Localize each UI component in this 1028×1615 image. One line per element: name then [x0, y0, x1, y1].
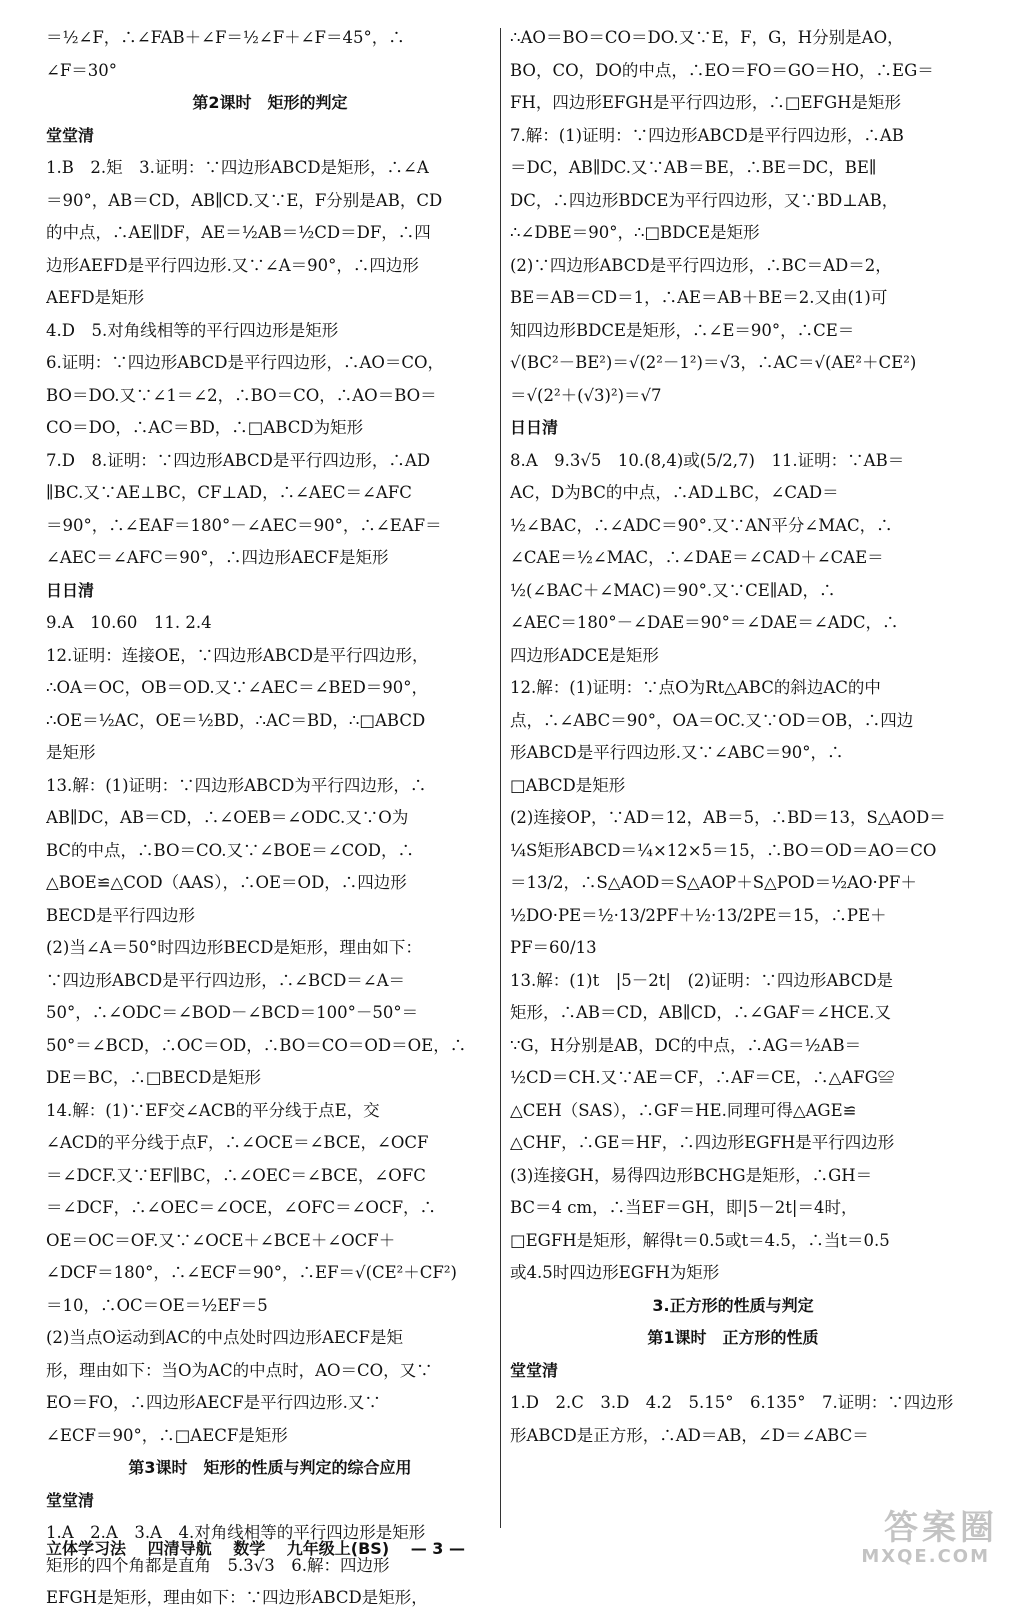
answer-line: □ABCD是矩形: [510, 775, 626, 795]
answer-line: (2)当∠A＝50°时四边形BECD是矩形，理由如下：: [46, 938, 422, 957]
answer-line: CO＝DO，∴AC＝BD，∴□ABCD为矩形: [46, 418, 364, 437]
answer-line: 13.解：(1)证明：∵四边形ABCD为平行四边形，∴: [46, 775, 427, 795]
answer-line: 矩形的四个角都是直角 5.3√3 6.解：四边形: [46, 1555, 390, 1575]
answer-line: ＝½∠F，∴∠FAB＋∠F＝½∠F＋∠F＝45°，∴: [46, 28, 405, 47]
answer-line: 的中点，∴AE∥DF，AE＝½AB＝½CD＝DF，∴四: [46, 223, 431, 242]
page-number: — 3 —: [410, 1539, 465, 1558]
answer-line: ∵四边形ABCD是平行四边形，∴∠BCD＝∠A＝: [46, 970, 406, 990]
footer-subject: 数学: [233, 1539, 266, 1558]
answer-line: (2)∵四边形ABCD是平行四边形，∴BC＝AD＝2，: [510, 255, 892, 275]
answer-line: AEFD是矩形: [46, 288, 145, 307]
answer-line: EO＝FO，∴四边形AECF是平行四边形.又∵: [46, 1393, 381, 1412]
answer-line: EFGH是矩形，理由如下：∵四边形ABCD是矩形，: [46, 1588, 428, 1607]
answer-line: 14.解：(1)∵EF交∠ACB的平分线于点E，交: [46, 1100, 380, 1120]
answer-line: OE＝OC＝OF.又∵∠OCE＋∠BCE＋∠OCF＋: [46, 1230, 396, 1250]
answer-line: ＝∠DCF，∴∠OEC＝∠OCE，∠OFC＝∠OCF，∴: [46, 1198, 437, 1217]
answer-line: ∠AEC＝180°－∠DAE＝90°＝∠DAE＝∠ADC，∴: [510, 613, 899, 632]
answer-line: 6.证明：∵四边形ABCD是平行四边形，∴AO＝CO，: [46, 353, 445, 372]
left-column: [46, 22, 494, 1615]
answer-line: ∠CAE＝½∠MAC，∴∠DAE＝∠CAD＋∠CAE＝: [510, 548, 884, 567]
section-label: 堂堂清: [46, 125, 95, 145]
section-label: 日日清: [510, 418, 559, 437]
answer-line: ＝13/2，∴S△AOD＝S△AOP＋S△POD＝½AO·PF＋: [510, 873, 917, 892]
section-label: 日日清: [46, 580, 95, 600]
footer-series: 四清导航: [147, 1539, 212, 1558]
answer-line: △BOE≌△COD（AAS），∴OE＝OD，∴四边形: [46, 873, 407, 892]
answer-line: ½∠BAC，∴∠ADC＝90°.又∵AN平分∠MAC，∴: [510, 515, 893, 535]
column-divider: [500, 28, 501, 1528]
answer-line: ＝DC，AB∥DC.又∵AB＝BE，∴BE＝DC，BE∥: [510, 158, 877, 177]
answer-line: 或4.5时四边形EGFH为矩形: [510, 1263, 720, 1282]
answer-line: 形，理由如下：当O为AC的中点时，AO＝CO，又∵: [46, 1360, 433, 1380]
answer-line: ∴OA＝OC，OB＝OD.又∵∠AEC＝∠BED＝90°，: [46, 678, 429, 697]
answer-line: ∠ECF＝90°，∴□AECF是矩形: [46, 1425, 288, 1445]
answer-line: PF＝60/13: [510, 938, 597, 957]
section-label: 堂堂清: [46, 1490, 95, 1510]
answer-line: BO，CO，DO的中点，∴EO＝FO＝GO＝HO，∴EG＝: [510, 60, 934, 80]
answer-line: ∴∠DBE＝90°，∴□BDCE是矩形: [510, 223, 760, 242]
answer-line: 形ABCD是平行四边形.又∵∠ABC＝90°，∴: [510, 743, 844, 762]
section-heading: 第3课时 矩形的性质与判定的综合应用: [128, 1458, 412, 1477]
answer-line: BC的中点，∴BO＝CO.又∵∠BOE＝∠COD，∴: [46, 840, 414, 860]
answer-line: 9.A 10.60 11. 2.4: [46, 613, 212, 632]
answer-line: BE＝AB＝CD＝1，∴AE＝AB＋BE＝2.又由(1)可: [510, 288, 888, 307]
answer-line: 是矩形: [46, 743, 96, 762]
answer-line: 矩形，∴AB＝CD，AB∥CD，∴∠GAF＝∠HCE.又: [510, 1003, 891, 1022]
answer-line: ＝90°，AB＝CD，AB∥CD.又∵E，F分别是AB，CD: [46, 190, 443, 210]
answer-line: 4.D 5.对角线相等的平行四边形是矩形: [46, 320, 339, 340]
answer-line: 知四边形BDCE是矩形，∴∠E＝90°，∴CE＝: [510, 320, 855, 340]
answer-line: 形ABCD是正方形，∴AD＝AB，∠D＝∠ABC＝: [510, 1425, 869, 1445]
answer-line: 7.解：(1)证明：∵四边形ABCD是平行四边形，∴AB: [510, 125, 904, 145]
answer-line: ¼S矩形ABCD＝¼×12×5＝15，∴BO＝OD＝AO＝CO: [510, 840, 937, 860]
site-watermark: [788, 1500, 998, 1572]
answer-line: 50°＝∠BCD，∴OC＝OD，∴BO＝CO＝OD＝OE，∴: [46, 1035, 467, 1055]
answer-line: 12.证明：连接OE，∵四边形ABCD是平行四边形，: [46, 645, 429, 665]
answer-line: ½(∠BAC＋∠MAC)＝90°.又∵CE∥AD，∴: [510, 580, 836, 600]
answer-line: 1.B 2.矩 3.证明：∵四边形ABCD是矩形，∴∠A: [46, 158, 429, 177]
section-heading: 3.正方形的性质与判定: [652, 1295, 814, 1315]
answer-line: ∵G，H分别是AB，DC的中点，∴AG＝½AB＝: [510, 1035, 862, 1055]
answer-line: AB∥DC，AB＝CD，∴∠OEB＝∠ODC.又∵O为: [46, 808, 409, 827]
answer-line: ∠DCF＝180°，∴∠ECF＝90°，∴EF＝√(CE²＋CF²): [46, 1263, 457, 1282]
answer-line: 点，∴∠ABC＝90°，OA＝OC.又∵OD＝OB，∴四边: [510, 710, 914, 730]
answer-line: ½DO·PE＝½·13/2PF＋½·13/2PE＝15，∴PE＋: [510, 905, 887, 925]
answer-line: 1.D 2.C 3.D 4.2 5.15° 6.135° 7.证明：∵四边形: [510, 1393, 954, 1412]
answer-line: ∴OE＝½AC，OE＝½BD，∴AC＝BD，∴□ABCD: [46, 710, 426, 730]
answer-line: 1.A 2.A 3.A 4.对角线相等的平行四边形是矩形: [46, 1523, 426, 1542]
answer-line: ½CD＝CH.又∵AE＝CF，∴AF＝CE，∴△AFG≌: [510, 1068, 895, 1087]
answer-line: √(BC²－BE²)＝√(2²－1²)＝√3，∴AC＝√(AE²＋CE²): [510, 353, 917, 372]
answer-line: ∠ACD的平分线于点F，∴∠OCE＝∠BCE，∠OCF: [46, 1133, 429, 1152]
right-column: [510, 22, 956, 1452]
answer-line: ＝∠DCF.又∵EF∥BC，∴∠OEC＝∠BCE，∠OFC: [46, 1165, 426, 1185]
answer-line: □EGFH是矩形，解得t＝0.5或t＝4.5，∴当t＝0.5: [510, 1230, 890, 1250]
watermark-url: MXQE.COM: [861, 1546, 990, 1567]
answer-line: (2)当点O运动到AC的中点处时四边形AECF是矩: [46, 1328, 403, 1347]
answer-line: ＝90°，∴∠EAF＝180°－∠AEC＝90°，∴∠EAF＝: [46, 515, 442, 535]
answer-line: 8.A 9.3√5 10.(8,4)或(5/2,7) 11.证明：∵AB＝: [510, 450, 905, 470]
watermark-logo-text: 答案圈: [884, 1508, 998, 1548]
answer-line: ∴AO＝BO＝CO＝DO.又∵E，F，G，H分别是AO，: [510, 28, 904, 47]
answer-line: △CHF，∴GE＝HF，∴四边形EGFH是平行四边形: [510, 1133, 895, 1152]
section-label: 堂堂清: [510, 1360, 559, 1380]
answer-line: BECD是平行四边形: [46, 905, 196, 925]
answer-line: ∠F＝30°: [46, 60, 118, 80]
answer-line: BO＝DO.又∵∠1＝∠2，∴BO＝CO，∴AO＝BO＝: [46, 385, 437, 405]
answer-line: FH，四边形EFGH是平行四边形，∴□EFGH是矩形: [510, 93, 902, 112]
answer-line: 四边形ADCE是矩形: [510, 645, 659, 665]
answer-line: ∥BC.又∵AE⊥BC，CF⊥AD，∴∠AEC＝∠AFC: [46, 483, 412, 502]
answer-line: (3)连接GH，易得四边形BCHG是矩形，∴GH＝: [510, 1165, 873, 1185]
answer-line: 边形AEFD是平行四边形.又∵∠A＝90°，∴四边形: [46, 255, 419, 275]
answer-line: △CEH（SAS），∴GF＝HE.同理可得△AGE≌: [510, 1100, 857, 1120]
footer-book-title: 立体学习法: [46, 1539, 127, 1558]
answer-line: 50°，∴∠ODC＝∠BOD－∠BCD＝100°－50°＝: [46, 1003, 419, 1022]
section-heading: 第2课时 矩形的判定: [192, 93, 348, 112]
answer-line: 12.解：(1)证明：∵点O为Rt△ABC的斜边AC的中: [510, 678, 881, 697]
section-heading: 第1课时 正方形的性质: [647, 1328, 819, 1347]
answer-line: (2)连接OP，∵AD＝12，AB＝5，∴BD＝13，S△AOD＝: [510, 808, 946, 827]
answer-line: DC，∴四边形BDCE为平行四边形，又∵BD⊥AB，: [510, 190, 899, 210]
footer-grade: 九年级上(BS): [286, 1539, 390, 1558]
answer-line: 7.D 8.证明：∵四边形ABCD是平行四边形，∴AD: [46, 450, 431, 470]
answer-line: ∠AEC＝∠AFC＝90°，∴四边形AECF是矩形: [46, 548, 389, 567]
answer-line: BC＝4 cm，∴当EF＝GH，即|5－2t|＝4时，: [510, 1198, 858, 1217]
answer-line: ＝10，∴OC＝OE＝½EF＝5: [46, 1295, 268, 1315]
answer-line: AC，D为BC的中点，∴AD⊥BC，∠CAD＝: [510, 483, 839, 502]
answer-line: DE＝BC，∴□BECD是矩形: [46, 1068, 261, 1087]
answer-line: ＝√(2²＋(√3)²)＝√7: [510, 385, 662, 405]
answer-line: 13.解：(1)t |5－2t| (2)证明：∵四边形ABCD是: [510, 970, 894, 990]
